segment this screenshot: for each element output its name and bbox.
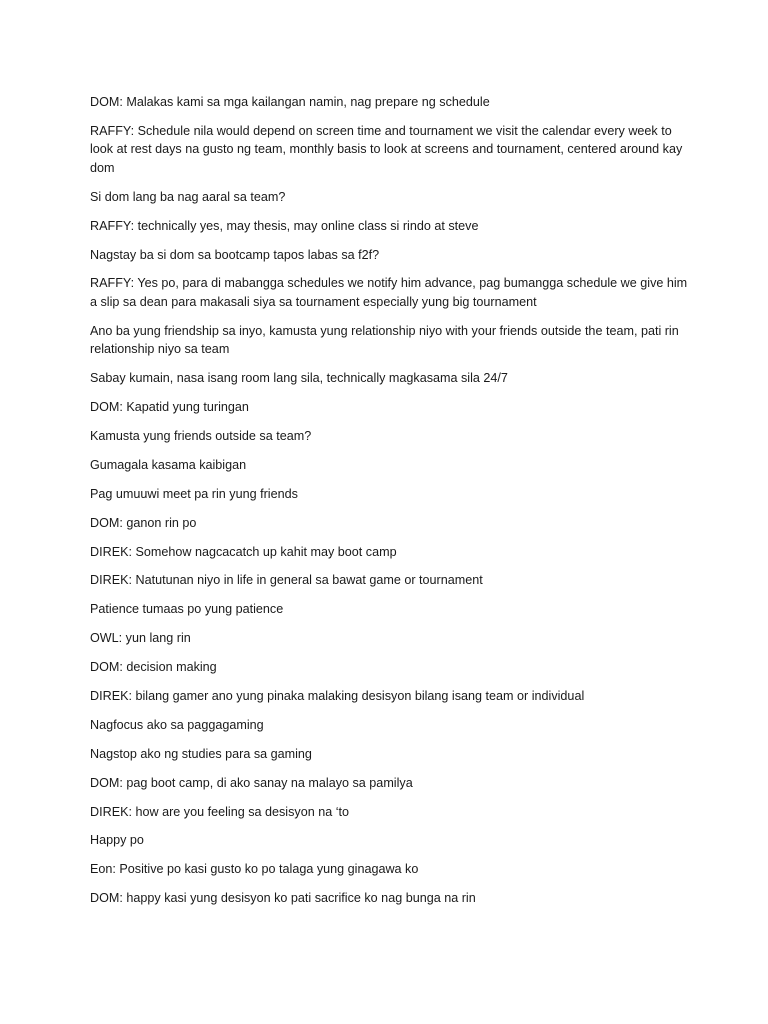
transcript-line: Nagstay ba si dom sa bootcamp tapos labas sa f2f? [90,247,380,262]
transcript-line: Ano ba yung friendship sa inyo, kamusta yung relationship niyo with your friends outside the team, pati rin relationship niyo sa team [90,323,679,357]
transcript-line: OWL: yun lang rin [90,631,191,646]
transcript-line: DIREK: bilang gamer ano yung pinaka malaking desisyon bilang isang team or individual [90,689,585,704]
transcript-line: DOM: pag boot camp, di ako sanay na malayo sa pamilya [90,775,413,790]
transcript-line: DIREK: Somehow nagcacatch up kahit may boot camp [90,544,397,559]
transcript-line: DOM: happy kasi yung desisyon ko pati sacrifice ko nag bunga na rin [90,891,476,906]
transcript-line: Eon: Positive po kasi gusto ko po talaga yung ginagawa ko [90,862,419,877]
transcript-line: Happy po [90,833,144,848]
transcript-line: DOM: decision making [90,660,217,675]
transcript-line: DOM: Kapatid yung turingan [90,400,249,415]
transcript-line: DOM: ganon rin po [90,515,197,530]
transcript-line: RAFFY: technically yes, may thesis, may online class si rindo at steve [90,218,479,233]
transcript-line: RAFFY: Schedule nila would depend on screen time and tournament we visit the calendar every week to look at rest days na gusto ng team, monthly basis to look at screens and tournament, centered around kay dom [90,123,683,175]
transcript-line: DIREK: how are you feeling sa desisyon na ‘to [90,804,350,819]
transcript-line: Patience tumaas po yung patience [90,602,284,617]
transcript-line: Si dom lang ba nag aaral sa team? [90,189,286,204]
transcript-line: DIREK: Natutunan niyo in life in general sa bawat game or tournament [90,573,483,588]
transcript-line: DOM: Malakas kami sa mga kailangan namin, nag prepare ng schedule [90,95,490,109]
transcript-line: Kamusta yung friends outside sa team? [90,429,312,444]
transcript-line: Sabay kumain, nasa isang room lang sila, technically magkasama sila 24/7 [90,371,508,386]
transcript-line: Gumagala kasama kaibigan [90,457,247,472]
transcript-line: RAFFY: Yes po, para di mabangga schedules we notify him advance, pag bumangga schedule we give him a slip sa dean para makasali siya sa tournament especially yung big tournament [90,276,688,309]
transcript-body [90,93,690,918]
transcript-line: Nagstop ako ng studies para sa gaming [90,746,312,761]
transcript-line: Pag umuuwi meet pa rin yung friends [90,486,298,501]
transcript-line: Nagfocus ako sa paggagaming [90,717,264,732]
